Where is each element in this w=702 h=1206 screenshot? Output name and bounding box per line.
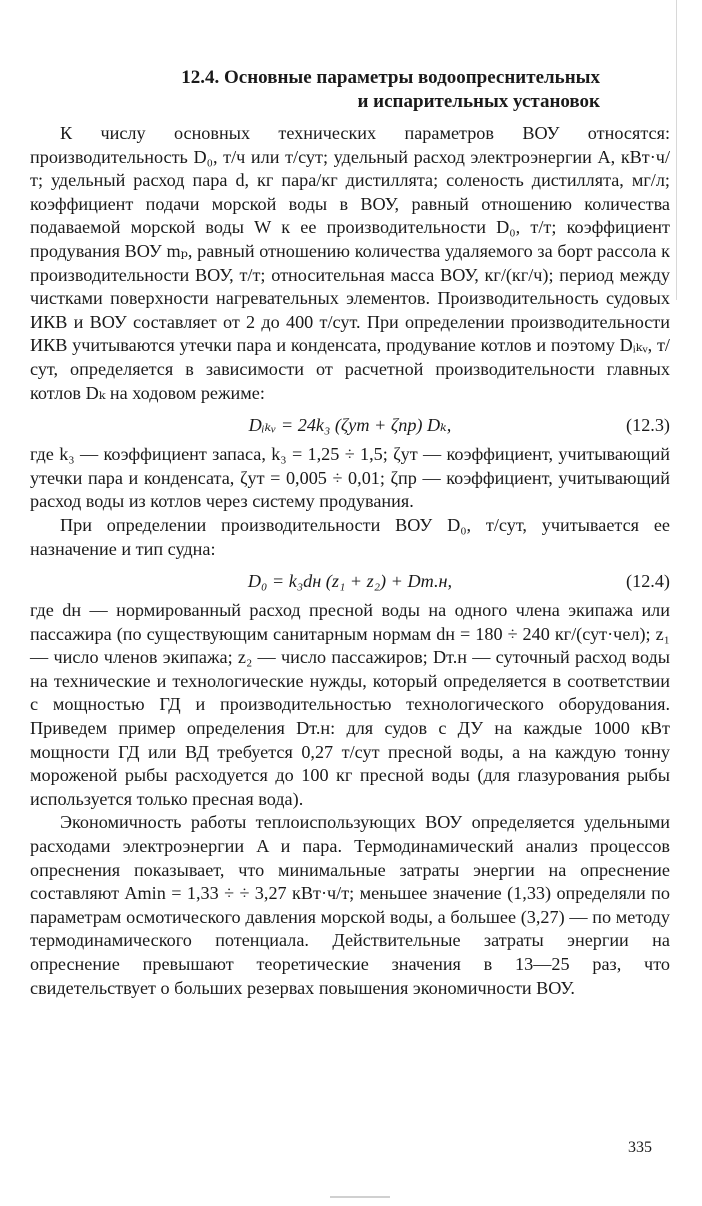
paragraph-formula-1-explanation: где k₃ — коэффициент запаса, k₃ = 1,25 ÷ 1,5; ζут — коэффициент, учитывающий утечки пара и конденсата, ζут = 0,005 ÷ 0,01; ζпр — коэффициент, учитывающий расход воды из котлов через систему продувания. (30, 444, 670, 512)
formula-number: (12.4) (626, 571, 670, 592)
paragraph-vou-productivity: При определении производительности ВОУ D₀, т/сут, учитывается ее назначение и тип судна: (30, 514, 670, 559)
page-number: 335 (628, 1139, 652, 1156)
body-text (30, 122, 670, 1000)
paragraph-economy: Экономичность работы теплоиспользующих ВОУ определяется удельными расходами электроэнергии A и пара. Термодинамический анализ процессов опреснения показывает, что минимальные затраты энергии на опреснение составляют Amin = 1,33 ÷ ÷ 3,27 кВт·ч/т; меньшее значение (1,33) определяли по параметрам осмотического давления морской воды, а большее (3,27) — по методу термодинамического потенциала. Действительные затраты энергии на опреснение превышают теоретические значения в 13—25 раз, что свидетельствует о больших резервах повышения экономичности ВОУ. (30, 812, 670, 998)
formula-12-3 (30, 413, 670, 437)
heading-line-1: 12.4. Основные параметры водоопреснительных (181, 67, 600, 88)
heading-line-2: и испарительных установок (357, 91, 600, 112)
formula-expression: D₀ = k₃dн (z₁ + z₂) + Dт.н, (247, 571, 453, 592)
paragraph-parameters: К числу основных технических параметров ВОУ относятся: производительность D₀, т/ч или т/сут; удельный расход электроэнергии A, кВт·ч/т; удельный расход пара d, кг пара/кг дистиллята; соленость дистиллята, мг/л; коэффициент подачи морской воды в ВОУ, равный отношению количества подаваемой морской воды W к ее производительности D₀, т/т; коэффициент продувания ВОУ mₚ, равный отношению количества удаляемого за борт рассола к производительности ВОУ, т/т; относительная масса ВОУ, кг/(кг/ч); период между чистками поверхности нагревательных элементов. Производительность судовых ИКВ и ВОУ составляет от 2 до 400 т/сут. При определении производительности ИКВ учитываются утечки пара и конденсата, продувание котлов и поэтому Dᵢₖᵥ, т/сут, определяется в зависимости от расчетной производительности главных котлов Dₖ на ходовом режиме: (30, 123, 670, 403)
formula-number: (12.3) (626, 415, 670, 436)
section-heading (90, 66, 600, 114)
formula-expression: Dᵢₖᵥ = 24k₃ (ζут + ζпр) Dₖ, (248, 415, 452, 436)
scan-mark (330, 1196, 390, 1198)
formula-12-4 (30, 569, 670, 593)
scan-edge-line (676, 0, 677, 300)
paragraph-formula-2-explanation: где dн — нормированный расход пресной воды на одного члена экипажа или пассажира (по существующим санитарным нормам dн = 180 ÷ 240 кг/(сут·чел); z₁ — число членов экипажа; z₂ — число пассажиров; Dт.н — суточный расход воды на технические и технологические нужды, который определяется в соответствии с мощностью ГД и производительностью технологического оборудования. Приведем пример определения Dт.н: для судов с ДУ на каждые 1000 кВт мощности ГД или ВД требуется 0,27 т/сут пресной воды, а на каждую тонну мороженой рыбы расходуется до 100 кг пресной воды (для глазурования рыбы используется только пресная вода). (30, 600, 670, 809)
